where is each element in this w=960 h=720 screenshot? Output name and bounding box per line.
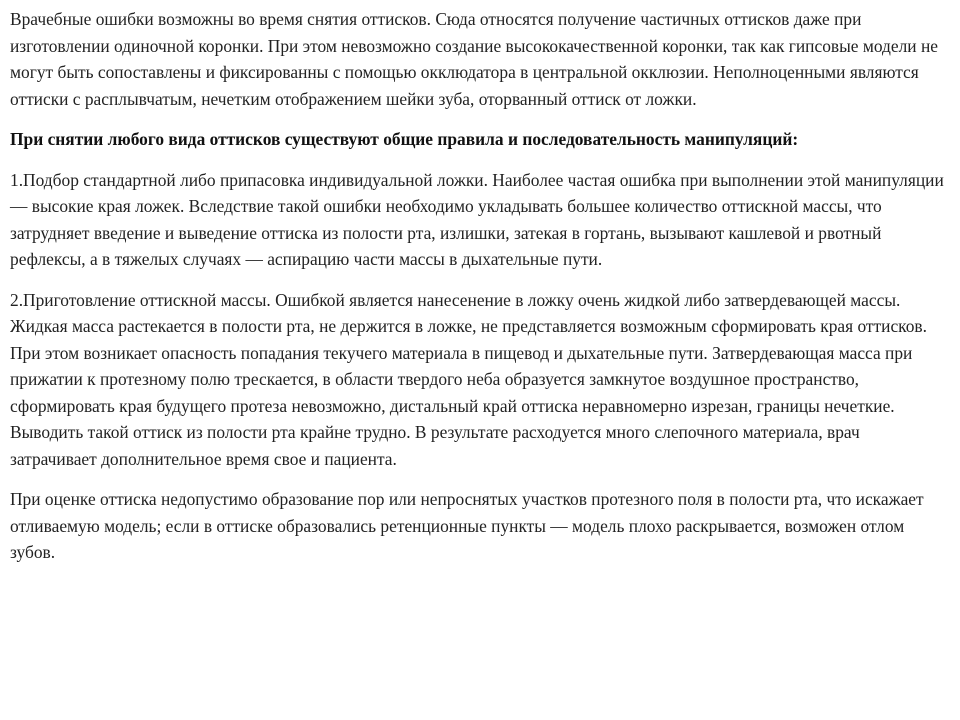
evaluation-paragraph: При оценке оттиска недопустимо образование пор или непроснятых участков протезного поля в полости рта, что искажает отливаемую модель; если в оттиске образовались ретенционные пункты — модель плохо раскрывается, возможен отлом зубов. (10, 489, 924, 562)
intro-paragraph: Врачебные ошибки возможны во время снятия оттисков. Сюда относятся получение частичных оттисков даже при изготовлении одиночной коронки. При этом невозможно создание высококачественной коронки, так как гипсовые модели не могут быть сопоставлены и фиксированны с помощью окклюдатора в центральной окклюзии. Неполноценными являются оттиски с расплывчатым, нечетким отображением шейки зуба, оторванный оттиск от ложки. (10, 9, 938, 109)
step-1-paragraph: 1.Подбор стандартной либо припасовка индивидуальной ложки. Наиболее частая ошибка при выполнении этой манипуляции — высокие края ложек. Вследствие такой ошибки необходимо укладывать большее количество оттискной массы, что затрудняет введение и выведение оттиска из полости рта, излишки, затекая в гортань, вызывают кашлевой и рвотный рефлексы, а в тяжелых случаях — аспирацию части массы в дыхательные пути. (10, 169, 944, 269)
step-2-paragraph: 2.Приготовление оттискной массы. Ошибкой является нанесенение в ложку очень жидкой либо затвердевающей массы. Жидкая масса растекается в полости рта, не держится в ложке, не представляется возможным сформировать края оттисков. При этом возникает опасность попадания текучего материала в пищевод и дыхательные пути. Затвердевающая масса при прижатии к протезному полю трескается, в области твердого неба образуется замкнутое воздушное пространство, сформировать края будущего протеза невозможно, дистальный край оттиска неравномерно изрезан, границы нечеткие. Выводить такой оттиск из полости рта крайне трудно. В результате расходуется много слепочного материала, врач затрачивает дополнительное время свое и пациента. (10, 289, 927, 469)
document-body (10, 6, 945, 580)
rules-heading: При снятии любого вида оттисков существуют общие правила и последовательность манипуляций: (10, 129, 799, 149)
